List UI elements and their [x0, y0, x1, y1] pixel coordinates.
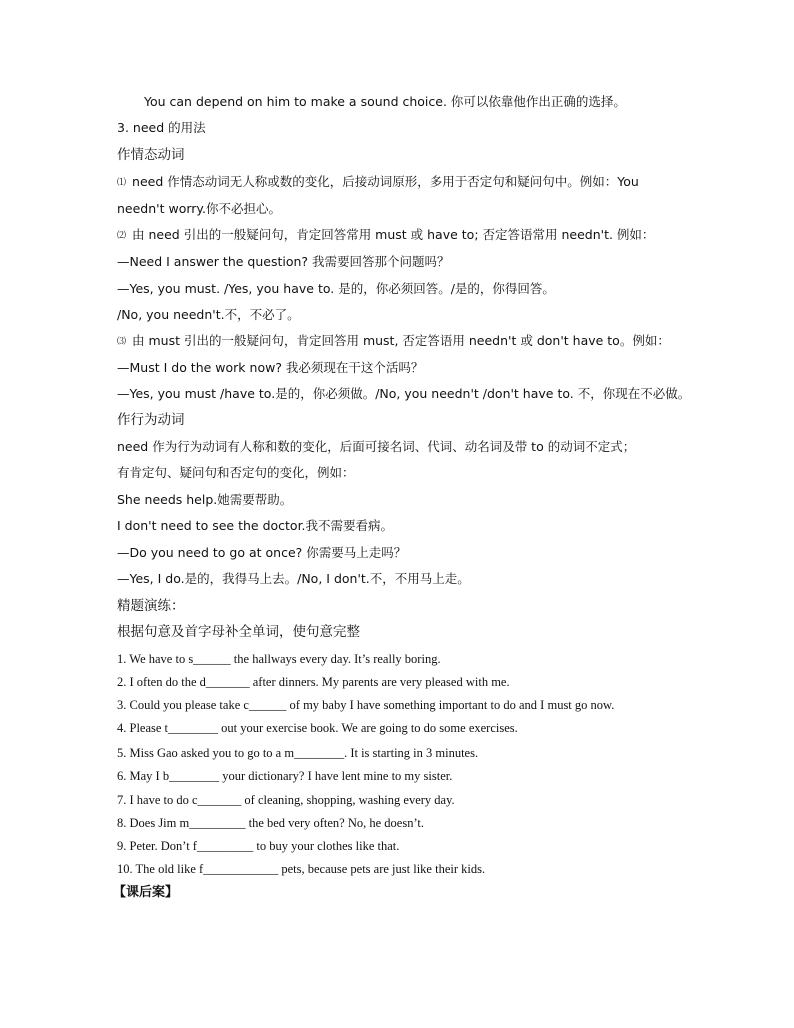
exercise-item: 1. We have to s______ the hallways every day. It’s really boring.	[117, 652, 441, 666]
action-verb-desc-2: 有肯定句、疑问句和否定句的变化，例如：	[117, 465, 355, 480]
after-class-heading: 【课后案】	[113, 885, 179, 900]
exercise-item: 10. The old like f____________ pets, because pets are just like their kids.	[117, 862, 486, 876]
exercise-item: 4. Please t________ out your exercise book. We are going to do some exercises.	[117, 721, 518, 735]
exercise-item: 7. I have to do c_______ of cleaning, shopping, washing every day.	[117, 793, 455, 807]
exercise-item: 8. Does Jim m_________ the bed very often? No, he doesn’t.	[117, 816, 425, 830]
point-3-marker: ⑶	[117, 337, 127, 347]
point-1-text: need 作情态动词无人称或数的变化，后接动词原形，多用于否定句和疑问句中。例如：You	[132, 174, 639, 189]
practice-instruction: 根据句意及首字母补全单词，使句意完整	[117, 624, 360, 640]
example-4: I don't need to see the doctor.我不需要看病。	[117, 518, 394, 533]
point-1-line-2: needn't worry.你不必担心。	[117, 201, 281, 216]
example-3: She needs help.她需要帮助。	[117, 492, 293, 507]
example-1-answer-no: /No, you needn't.不，不必了。	[117, 307, 300, 322]
exercise-item: 2. I often do the d_______ after dinners. My parents are very pleased with me.	[117, 675, 510, 689]
action-verb-desc-1: need 作为行为动词有人称和数的变化，后面可接名词、代词、动名词及带 to 的动词不定式；	[117, 439, 636, 454]
point-1-line-1	[117, 174, 639, 191]
point-2-marker: ⑵	[117, 231, 127, 241]
example-2-question: —Must I do the work now? 我必须现在干这个活吗？	[117, 360, 424, 375]
point-2-line	[117, 227, 654, 244]
point-2-text: 由 need 引出的一般疑问句，肯定回答常用 must 或 have to; 否定答语常用 needn't. 例如：	[132, 227, 655, 242]
example-2-answer: —Yes, you must /have to.是的，你必须做。/No, you needn't /don't have to. 不，你现在不必做。	[117, 386, 691, 401]
practice-heading: 精题演练：	[117, 598, 185, 614]
example-1-answer-yes: —Yes, you must. /Yes, you have to. 是的，你必须回答。/是的，你得回答。	[117, 281, 555, 296]
point-1-marker: ⑴	[117, 178, 127, 188]
exercise-item: 6. May I b________ your dictionary? I have lent mine to my sister.	[117, 769, 453, 783]
action-verb-heading: 作行为动词	[117, 412, 185, 428]
intro-example: You can depend on him to make a sound choice. 你可以依靠他作出正确的选择。	[144, 94, 626, 109]
point-3-line	[117, 333, 670, 350]
example-1-question: —Need I answer the question? 我需要回答那个问题吗？	[117, 254, 450, 269]
modal-verb-heading: 作情态动词	[117, 147, 185, 163]
exercise-item: 9. Peter. Don’t f_________ to buy your clothes like that.	[117, 839, 400, 853]
example-5-answer: —Yes, I do.是的，我得马上去。/No, I don't.不，不用马上走。	[117, 571, 470, 586]
exercise-item: 3. Could you please take c______ of my baby I have something important to do and I must go now.	[117, 698, 615, 712]
example-5-question: —Do you need to go at once? 你需要马上走吗？	[117, 545, 407, 560]
exercise-item: 5. Miss Gao asked you to go to a m________. It is starting in 3 minutes.	[117, 746, 479, 760]
section-need-usage-title: 3. need 的用法	[117, 120, 206, 135]
point-3-text: 由 must 引出的一般疑问句，肯定回答用 must, 否定答语用 needn't 或 don't have to。例如：	[132, 333, 670, 348]
